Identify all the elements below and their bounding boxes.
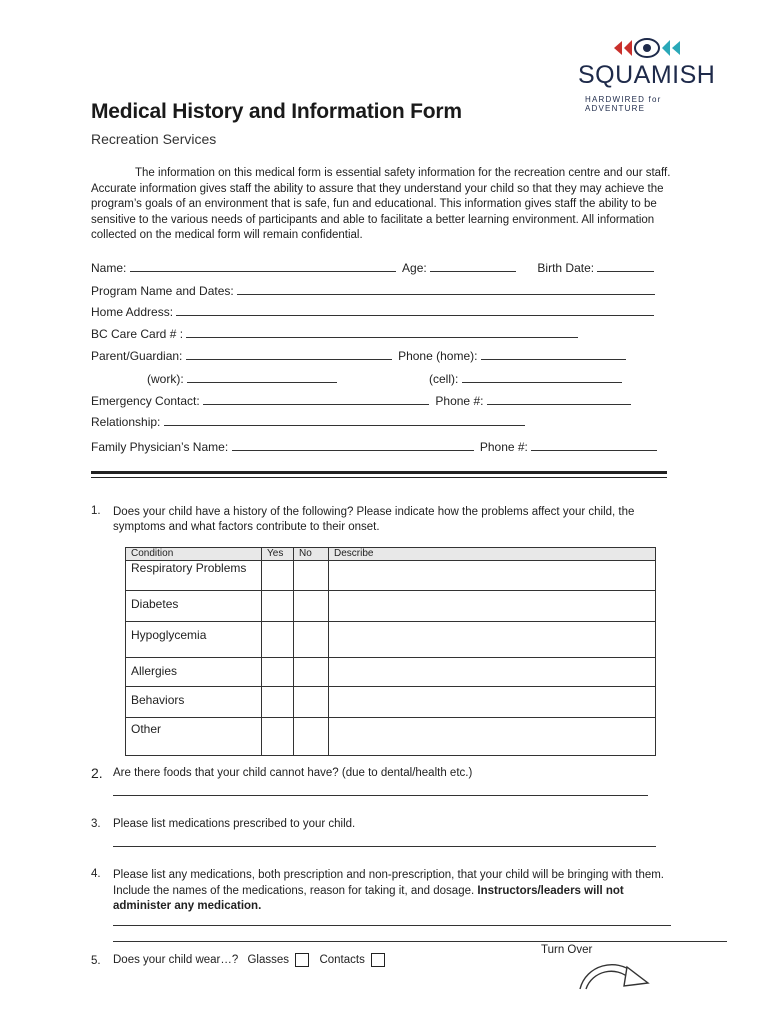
program-field[interactable] [237, 283, 655, 295]
age-label: Age: [402, 261, 427, 275]
q3-number: 3. [91, 818, 101, 830]
contacts-checkbox[interactable] [371, 953, 385, 967]
q4-number: 4. [91, 868, 101, 880]
logo [576, 36, 716, 113]
emergency-label: Emergency Contact: [91, 394, 200, 408]
table-row [126, 658, 656, 687]
turn-over-label: Turn Over [541, 944, 593, 956]
age-field[interactable] [430, 260, 516, 272]
no-cell[interactable] [294, 561, 329, 591]
condition-cell: Behaviors [126, 687, 262, 718]
program-label: Program Name and Dates: [91, 284, 234, 298]
parent-row [91, 348, 626, 363]
yes-cell[interactable] [262, 687, 294, 718]
page-title: Medical History and Information Form [91, 100, 462, 123]
parent-label: Parent/Guardian: [91, 349, 183, 363]
q1-number: 1. [91, 505, 101, 517]
physician-label: Family Physician’s Name: [91, 440, 229, 454]
yes-cell[interactable] [262, 591, 294, 622]
physician-phone-field[interactable] [531, 439, 657, 451]
relationship-row [91, 414, 525, 429]
no-cell[interactable] [294, 718, 329, 756]
physician-phone-label: Phone #: [479, 440, 528, 454]
q4-answer-line[interactable] [113, 941, 727, 942]
work-field[interactable] [187, 371, 337, 383]
conditions-table [125, 547, 656, 756]
header-condition: Condition [126, 548, 262, 561]
header-describe: Describe [329, 548, 656, 561]
describe-cell[interactable] [329, 658, 656, 687]
describe-cell[interactable] [329, 622, 656, 658]
no-cell[interactable] [294, 687, 329, 718]
describe-cell[interactable] [329, 687, 656, 718]
q5-text: Does your child wear…? [113, 954, 239, 967]
relationship-label: Relationship: [91, 415, 161, 429]
glasses-label: Glasses [247, 954, 290, 967]
yes-cell[interactable] [262, 658, 294, 687]
describe-cell[interactable] [329, 561, 656, 591]
logo-wordmark: SQUAMISH [578, 61, 716, 89]
home-address-row [91, 304, 654, 319]
table-header-row [126, 548, 656, 561]
emergency-phone-label: Phone #: [435, 394, 484, 408]
table-row [126, 718, 656, 756]
squamish-emblem-icon [612, 36, 682, 60]
intro-paragraph [91, 166, 701, 244]
q4-answer-line[interactable] [113, 925, 671, 926]
table-row [126, 561, 656, 591]
no-cell[interactable] [294, 622, 329, 658]
yes-cell[interactable] [262, 561, 294, 591]
condition-cell: Other [126, 718, 262, 756]
q4-text: Please list any medications, both prescription and non-prescription, that your child will be bringing with them. Include the names of the medications, reason for taking it, and dosage. [113, 869, 665, 897]
condition-cell: Hypoglycemia [126, 622, 262, 658]
bc-care-row [91, 326, 578, 341]
bc-care-label: BC Care Card # : [91, 327, 184, 341]
phone-home-field[interactable] [481, 348, 626, 360]
condition-cell: Respiratory Problems [126, 561, 262, 591]
q3-answer-line[interactable] [113, 846, 656, 847]
table-row [126, 687, 656, 718]
home-address-field[interactable] [176, 304, 654, 316]
bc-care-field[interactable] [186, 326, 578, 338]
phone-home-label: Phone (home): [398, 349, 478, 363]
program-row [91, 283, 655, 298]
logo-tagline: HARDWIRED for ADVENTURE [585, 95, 662, 113]
header-no: No [294, 548, 329, 561]
emergency-row [91, 393, 631, 408]
q4-warning: Instructors/leaders will not administer any medication. [113, 884, 624, 912]
work-row [147, 371, 337, 386]
cell-row [429, 371, 622, 386]
table-row [126, 622, 656, 658]
cell-field[interactable] [462, 371, 622, 383]
condition-cell: Diabetes [126, 591, 262, 622]
table-row [126, 591, 656, 622]
describe-cell[interactable] [329, 718, 656, 756]
section-divider [91, 471, 667, 474]
relationship-field[interactable] [164, 414, 525, 426]
header-yes: Yes [262, 548, 294, 561]
no-cell[interactable] [294, 591, 329, 622]
physician-row [91, 439, 657, 454]
intro-text: The information on this medical form is essential safety information for the recreation centre and our staff. Accurate information gives staff the ability to assure that they understand your child so that they may achieve the program’s goals of an environment that is safe, fun and educational. This information gives staff the ability to be sensitive to the various needs of participants and able to facilitate a better learning environment. All information collected on the medical form will remain confidential. [91, 167, 671, 241]
home-address-label: Home Address: [91, 305, 174, 319]
birth-date-field[interactable] [597, 260, 654, 272]
q2-answer-line[interactable] [113, 795, 648, 796]
yes-cell[interactable] [262, 718, 294, 756]
name-row [91, 260, 654, 275]
q4-block [113, 868, 678, 915]
name-label: Name: [91, 261, 127, 275]
cell-label: (cell): [429, 372, 459, 386]
turn-over-arrow-icon [572, 955, 662, 995]
emergency-field[interactable] [203, 393, 429, 405]
q2-number: 2. [91, 765, 103, 781]
q1-text: Does your child have a history of the following? Please indicate how the problems affect your child, the symptoms and what factors contribute to their onset. [113, 506, 635, 533]
no-cell[interactable] [294, 658, 329, 687]
q3-text: Please list medications prescribed to your child. [113, 818, 356, 830]
parent-field[interactable] [186, 348, 392, 360]
physician-field[interactable] [232, 439, 474, 451]
contacts-label: Contacts [319, 954, 365, 967]
q5-row [113, 953, 385, 967]
section-divider-thin [91, 477, 667, 478]
work-label: (work): [147, 372, 184, 386]
birth-date-label: Birth Date: [537, 261, 595, 275]
name-field[interactable] [130, 260, 396, 272]
condition-cell: Allergies [126, 658, 262, 687]
describe-cell[interactable] [329, 591, 656, 622]
yes-cell[interactable] [262, 622, 294, 658]
glasses-checkbox[interactable] [295, 953, 309, 967]
emergency-phone-field[interactable] [487, 393, 631, 405]
q5-number: 5. [91, 955, 101, 967]
page-subtitle: Recreation Services [91, 131, 217, 147]
q2-text: Are there foods that your child cannot have? (due to dental/health etc.) [113, 767, 473, 779]
